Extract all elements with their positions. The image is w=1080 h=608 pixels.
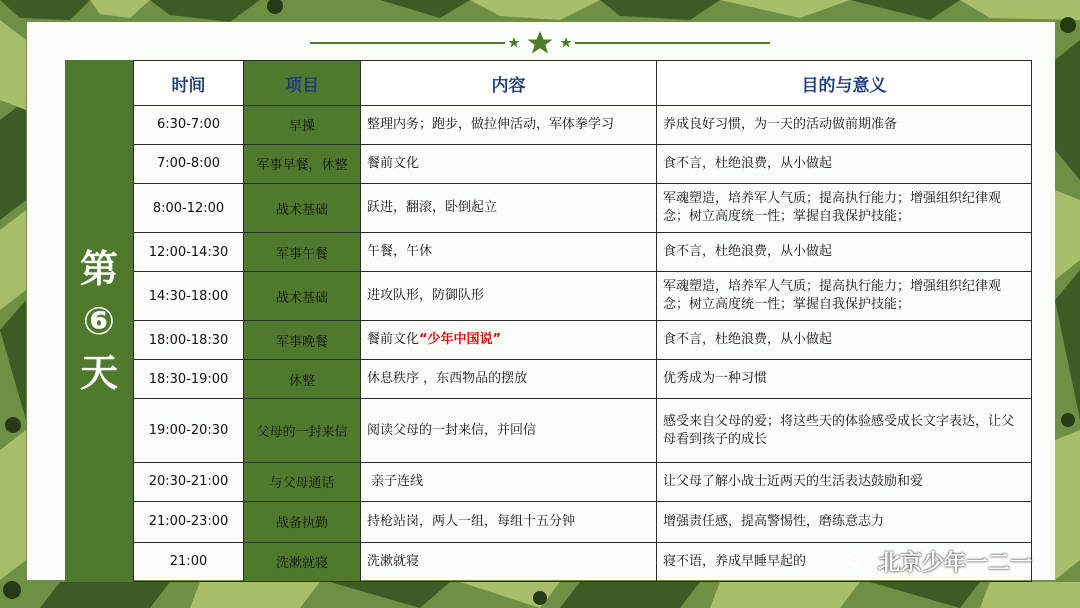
project-cell: 军事晚餐 bbox=[244, 321, 361, 360]
table-row bbox=[134, 233, 1032, 272]
content-cell bbox=[361, 321, 657, 360]
project-cell: 洗漱就寝 bbox=[244, 542, 361, 581]
project-cell: 战备执勤 bbox=[244, 501, 361, 542]
watermark bbox=[846, 547, 1046, 575]
content-text: 餐前文化 bbox=[367, 332, 420, 348]
header-content: 内容 bbox=[361, 61, 657, 106]
day-title-char-2: ⑥ bbox=[82, 299, 116, 343]
project-cell: 休整 bbox=[244, 360, 361, 399]
purpose-cell: 优秀成为一种习惯 bbox=[657, 360, 1032, 399]
purpose-cell: 食不言，杜绝浪费，从小做起 bbox=[657, 321, 1032, 360]
time-cell: 18:00-18:30 bbox=[134, 321, 244, 360]
time-cell: 21:00 bbox=[134, 542, 244, 581]
project-cell: 战术基础 bbox=[244, 272, 361, 321]
content-cell: 跃进，翻滚，卧倒起立 bbox=[361, 183, 657, 232]
highlight-text: “少年中国说” bbox=[419, 332, 502, 348]
header-row bbox=[134, 61, 1032, 106]
purpose-cell: 感受来自父母的爱；将这些天的体验感受成长文字表达，让父母看到孩子的成长 bbox=[657, 399, 1032, 463]
purpose-cell: 寝不语，养成早睡早起的 bbox=[657, 542, 1032, 581]
time-cell: 8:00-12:00 bbox=[134, 183, 244, 232]
time-cell: 21:00-23:00 bbox=[134, 501, 244, 542]
time-cell: 20:30-21:00 bbox=[134, 462, 244, 501]
table-row bbox=[134, 272, 1032, 321]
day-title bbox=[65, 60, 133, 582]
time-cell: 19:00-20:30 bbox=[134, 399, 244, 463]
content-cell: 阅读父母的一封来信，并回信 bbox=[361, 399, 657, 463]
purpose-cell: 养成良好习惯，为一天的活动做前期准备 bbox=[657, 106, 1032, 145]
content-cell: 洗漱就寝 bbox=[361, 542, 657, 581]
watermark-text: 北京少年一二一 bbox=[878, 550, 1033, 576]
header-time: 时间 bbox=[134, 61, 244, 106]
day-title-char-1: 第 bbox=[79, 247, 118, 291]
content-cell: 整理内务；跑步，做拉伸活动，军体拳学习 bbox=[361, 106, 657, 145]
content-cell: 持枪站岗，两人一组，每组十五分钟 bbox=[361, 501, 657, 542]
purpose-cell: 食不言，杜绝浪费，从小做起 bbox=[657, 144, 1032, 183]
project-cell: 军事早餐，休整 bbox=[244, 144, 361, 183]
time-cell: 14:30-18:00 bbox=[134, 272, 244, 321]
header-project: 项目 bbox=[244, 61, 361, 106]
header-star-ornament bbox=[0, 0, 1080, 60]
header-purpose: 目的与意义 bbox=[657, 61, 1032, 106]
table-row bbox=[134, 462, 1032, 501]
day-title-char-3: 天 bbox=[79, 351, 118, 395]
purpose-cell: 军魂塑造，培养军人气质；提高执行能力；增强组织纪律观念；树立高度统一性；掌握自我保护技能； bbox=[657, 272, 1032, 321]
content-cell: 午餐，午休 bbox=[361, 233, 657, 272]
wechat-icon bbox=[846, 548, 872, 574]
purpose-cell: 军魂塑造，培养军人气质；提高执行能力；增强组织纪律观念；树立高度统一性；掌握自我保护技能； bbox=[657, 183, 1032, 232]
time-cell: 7:00-8:00 bbox=[134, 144, 244, 183]
project-cell: 军事午餐 bbox=[244, 233, 361, 272]
table-row bbox=[134, 360, 1032, 399]
table-row bbox=[134, 321, 1032, 360]
project-cell: 战术基础 bbox=[244, 183, 361, 232]
table-row bbox=[134, 501, 1032, 542]
time-cell: 6:30-7:00 bbox=[134, 106, 244, 145]
purpose-cell: 让父母了解小战士近两天的生活表达鼓励和爱 bbox=[657, 462, 1032, 501]
project-cell: 与父母通话 bbox=[244, 462, 361, 501]
project-cell: 父母的一封来信 bbox=[244, 399, 361, 463]
schedule-table bbox=[133, 60, 1032, 582]
table-row bbox=[134, 399, 1032, 463]
content-cell: 餐前文化 bbox=[361, 144, 657, 183]
table-row bbox=[134, 144, 1032, 183]
table-row bbox=[134, 106, 1032, 145]
content-cell: 亲子连线 bbox=[361, 462, 657, 501]
purpose-cell: 食不言，杜绝浪费，从小做起 bbox=[657, 233, 1032, 272]
time-cell: 18:30-19:00 bbox=[134, 360, 244, 399]
content-cell: 休息秩序 ，东西物品的摆放 bbox=[361, 360, 657, 399]
purpose-cell: 增强责任感，提高警惕性，磨练意志力 bbox=[657, 501, 1032, 542]
table-row bbox=[134, 183, 1032, 232]
project-cell: 早操 bbox=[244, 106, 361, 145]
time-cell: 12:00-14:30 bbox=[134, 233, 244, 272]
content-cell: 进攻队形，防御队形 bbox=[361, 272, 657, 321]
